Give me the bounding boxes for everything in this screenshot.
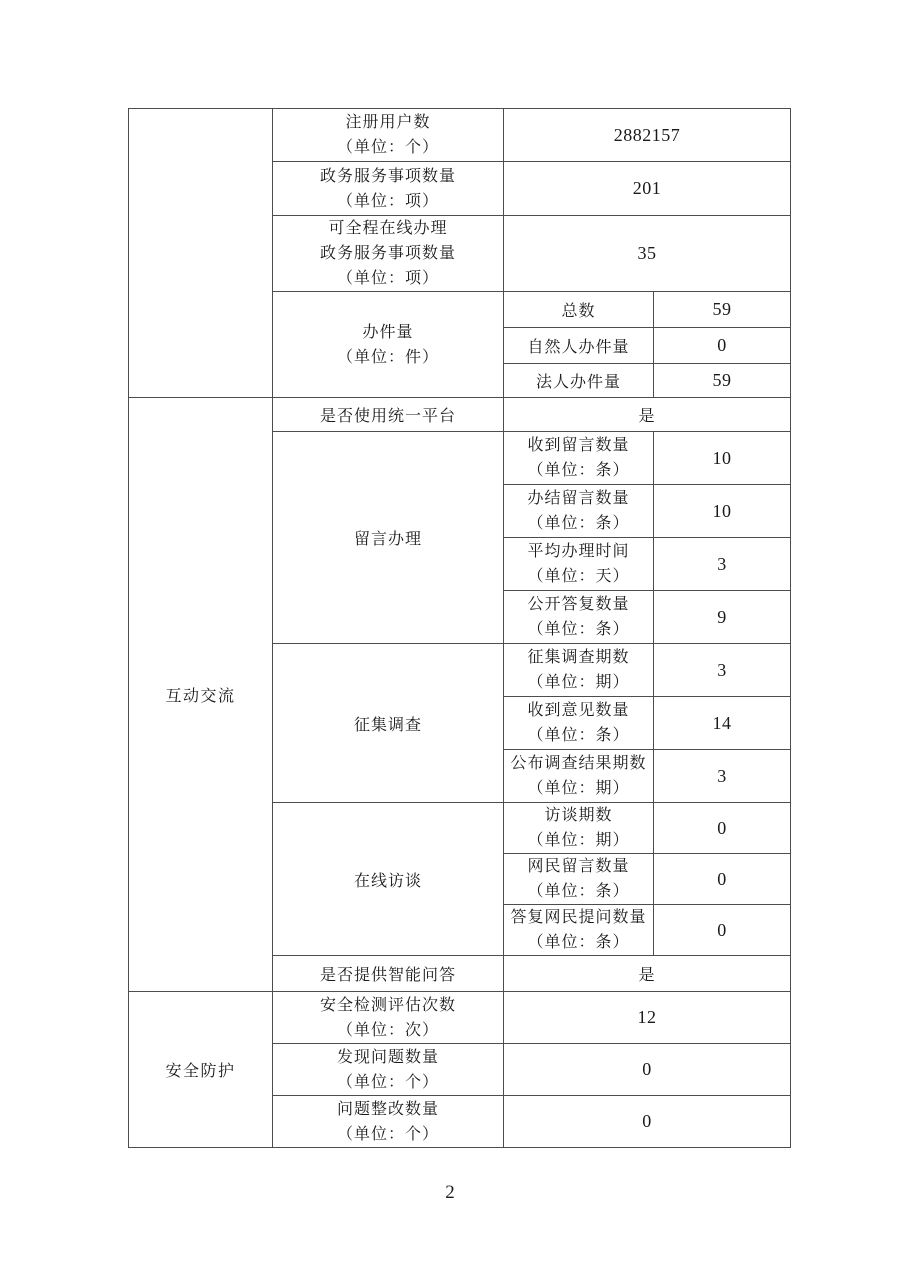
handled-volume-label-line2: （单位：件） xyxy=(336,348,439,366)
messages-received-label-line2: （单位：条） xyxy=(527,462,630,479)
results-published-label-line1: 公布调查结果期数 xyxy=(510,755,647,772)
category-cell-security: 安全防护 xyxy=(129,992,273,1148)
public-replies-label-line1: 公开答复数量 xyxy=(527,596,630,613)
messages-completed-label-line2: （单位：条） xyxy=(527,515,630,532)
surveys-group-label: 征集调查 xyxy=(273,644,504,803)
problems-fixed-label-line1: 问题整改数量 xyxy=(336,1100,439,1118)
interview-periods-value: 0 xyxy=(654,803,791,854)
online-items-label xyxy=(273,216,504,292)
problems-found-label-line2: （单位：个） xyxy=(336,1073,439,1091)
messages-received-label-line1: 收到留言数量 xyxy=(527,437,630,454)
assessments-label-line1: 安全检测评估次数 xyxy=(319,996,456,1014)
table-row xyxy=(129,398,791,432)
handled-legal-person-label: 法人办件量 xyxy=(504,364,654,398)
handled-natural-person-value: 0 xyxy=(654,328,791,364)
problems-found-value: 0 xyxy=(504,1044,791,1096)
registered-users-label-line2: （单位：个） xyxy=(336,139,439,156)
question-replies-label-line1: 答复网民提问数量 xyxy=(510,909,647,926)
registered-users-value: 2882157 xyxy=(504,109,791,162)
netizen-messages-label-line2: （单位：条） xyxy=(527,883,630,900)
handled-volume-label-line1: 办件量 xyxy=(362,323,414,341)
category-cell-service xyxy=(129,109,273,398)
problems-fixed-value: 0 xyxy=(504,1096,791,1148)
survey-periods-label-line1: 征集调查期数 xyxy=(527,649,630,666)
question-replies-label xyxy=(504,905,654,956)
netizen-messages-value: 0 xyxy=(654,854,791,905)
survey-periods-label xyxy=(504,644,654,697)
problems-fixed-label-line2: （单位：个） xyxy=(336,1125,439,1143)
service-items-value: 201 xyxy=(504,162,791,216)
service-items-label xyxy=(273,162,504,216)
question-replies-label-line2: （单位：条） xyxy=(527,934,630,951)
question-replies-value: 0 xyxy=(654,905,791,956)
avg-handling-time-value: 3 xyxy=(654,538,791,591)
messages-received-label xyxy=(504,432,654,485)
netizen-messages-label-line1: 网民留言数量 xyxy=(527,858,630,875)
avg-handling-time-label-line2: （单位：天） xyxy=(527,568,630,585)
registered-users-label-line1: 注册用户数 xyxy=(345,114,431,131)
survey-periods-value: 3 xyxy=(654,644,791,697)
online-items-label-line1: 可全程在线办理 xyxy=(328,220,448,237)
handled-total-value: 59 xyxy=(654,292,791,328)
messages-completed-label-line1: 办结留言数量 xyxy=(527,490,630,507)
online-items-label-line3: （单位：项） xyxy=(336,270,439,287)
public-replies-label xyxy=(504,591,654,644)
table-row xyxy=(129,992,791,1044)
assessments-label xyxy=(273,992,504,1044)
service-items-label-line1: 政务服务事项数量 xyxy=(319,167,456,185)
messages-completed-label xyxy=(504,485,654,538)
smart-qa-value: 是 xyxy=(504,956,791,992)
opinions-received-label xyxy=(504,697,654,750)
assessments-value: 12 xyxy=(504,992,791,1044)
service-items-label-line2: （单位：项） xyxy=(336,192,439,210)
opinions-received-label-line1: 收到意见数量 xyxy=(527,702,630,719)
problems-fixed-label xyxy=(273,1096,504,1148)
public-replies-value: 9 xyxy=(654,591,791,644)
interviews-group-label: 在线访谈 xyxy=(273,803,504,956)
interview-periods-label-line2: （单位：期） xyxy=(527,832,630,849)
online-items-value: 35 xyxy=(504,216,791,292)
table-row xyxy=(129,109,791,162)
handled-volume-label xyxy=(273,292,504,398)
registered-users-label xyxy=(273,109,504,162)
online-items-label-line2: 政务服务事项数量 xyxy=(319,245,456,262)
results-published-value: 3 xyxy=(654,750,791,803)
interview-periods-label-line1: 访谈期数 xyxy=(544,807,613,824)
avg-handling-time-label xyxy=(504,538,654,591)
statistics-table xyxy=(128,108,791,1148)
assessments-label-line2: （单位：次） xyxy=(336,1021,439,1039)
interview-periods-label xyxy=(504,803,654,854)
page-number: 2 xyxy=(445,1182,455,1203)
avg-handling-time-label-line1: 平均办理时间 xyxy=(527,543,630,560)
netizen-messages-label xyxy=(504,854,654,905)
unified-platform-label: 是否使用统一平台 xyxy=(273,398,504,432)
public-replies-label-line2: （单位：条） xyxy=(527,621,630,638)
handled-legal-person-value: 59 xyxy=(654,364,791,398)
results-published-label-line2: （单位：期） xyxy=(527,780,630,797)
category-cell-interaction: 互动交流 xyxy=(129,398,273,992)
problems-found-label-line1: 发现问题数量 xyxy=(336,1048,439,1066)
opinions-received-label-line2: （单位：条） xyxy=(527,727,630,744)
messages-completed-value: 10 xyxy=(654,485,791,538)
smart-qa-label: 是否提供智能问答 xyxy=(273,956,504,992)
messages-received-value: 10 xyxy=(654,432,791,485)
problems-found-label xyxy=(273,1044,504,1096)
message-handling-group-label: 留言办理 xyxy=(273,432,504,644)
handled-total-label: 总数 xyxy=(504,292,654,328)
survey-periods-label-line2: （单位：期） xyxy=(527,674,630,691)
results-published-label xyxy=(504,750,654,803)
unified-platform-value: 是 xyxy=(504,398,791,432)
opinions-received-value: 14 xyxy=(654,697,791,750)
handled-natural-person-label: 自然人办件量 xyxy=(504,328,654,364)
